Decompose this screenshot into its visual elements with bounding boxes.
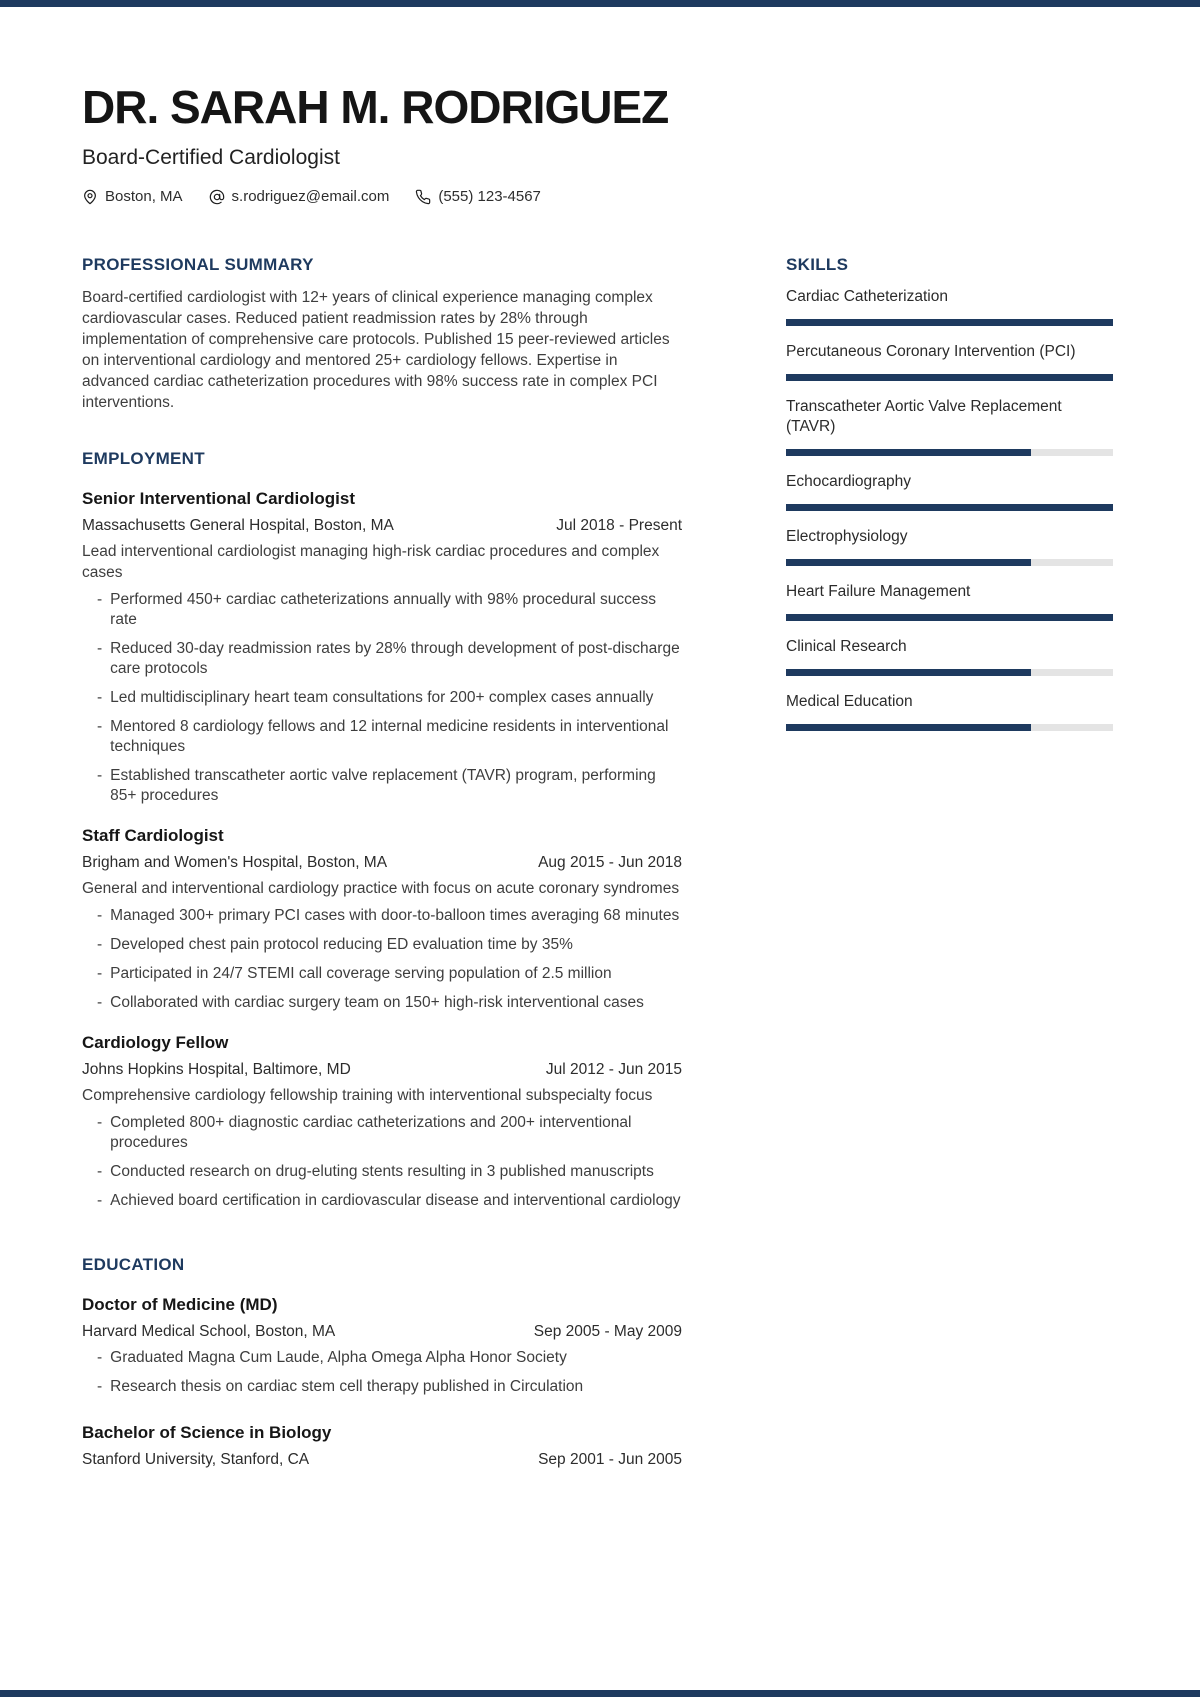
skills-column xyxy=(786,255,1113,747)
bullet-text: Completed 800+ diagnostic cardiac catheterizations and 200+ interventional procedures xyxy=(110,1114,632,1151)
skill-label: Percutaneous Coronary Intervention (PCI) xyxy=(786,343,1076,360)
skill-bar-fill xyxy=(786,449,1031,456)
job-title: Senior Interventional Cardiologist xyxy=(82,489,355,508)
job-org: Brigham and Women's Hospital, Boston, MA xyxy=(82,854,388,871)
job-bullet xyxy=(97,906,682,926)
skills-heading: SKILLS xyxy=(786,255,849,274)
degree-entry xyxy=(82,1423,682,1469)
skill-item xyxy=(786,342,1113,381)
top-accent-bar xyxy=(0,0,1200,7)
person-job-title: Board-Certified Cardiologist xyxy=(82,146,340,169)
contact-phone-text: (555) 123-4567 xyxy=(438,188,541,205)
bullet-text: Collaborated with cardiac surgery team on 150+ high-risk interventional cases xyxy=(110,994,644,1011)
contact-email-text: s.rodriguez@email.com xyxy=(231,188,390,205)
bullet-dash: - xyxy=(97,1163,103,1180)
job-bullet xyxy=(97,1191,682,1211)
degree-dates: Sep 2001 - Jun 2005 xyxy=(538,1451,682,1468)
skill-item xyxy=(786,692,1113,731)
bullet-text: Reduced 30-day readmission rates by 28% through development of post-discharge care protocols xyxy=(110,640,680,677)
bullet-dash: - xyxy=(97,965,103,982)
bullet-dash: - xyxy=(97,1192,103,1209)
degree-entry xyxy=(82,1295,682,1397)
contact-email xyxy=(209,188,390,205)
job-summary: Lead interventional cardiologist managing high-risk cardiac procedures and complex cases xyxy=(82,543,660,581)
skill-bar-fill xyxy=(786,559,1031,566)
skill-bar-fill xyxy=(786,669,1031,676)
resume-header xyxy=(82,0,1113,205)
job-dates: Jul 2018 - Present xyxy=(556,517,682,534)
skill-item xyxy=(786,527,1113,566)
skill-bar-track xyxy=(786,504,1113,511)
skill-bar-track xyxy=(786,374,1113,381)
job-bullet xyxy=(97,964,682,984)
skill-label: Transcatheter Aortic Valve Replacement (TAVR) xyxy=(786,398,1062,435)
skill-bar-track xyxy=(786,319,1113,326)
job-bullet xyxy=(97,639,682,679)
job-entry xyxy=(82,489,682,806)
bullet-dash: - xyxy=(97,936,103,953)
skill-label: Echocardiography xyxy=(786,473,911,490)
degree-bullet xyxy=(97,1377,682,1397)
bullet-text: Developed chest pain protocol reducing ED evaluation time by 35% xyxy=(110,936,573,953)
job-bullet xyxy=(97,717,682,757)
skill-item xyxy=(786,582,1113,621)
bullet-dash: - xyxy=(97,591,103,608)
job-entry xyxy=(82,826,682,1013)
job-dates: Aug 2015 - Jun 2018 xyxy=(538,854,682,871)
degree-dates: Sep 2005 - May 2009 xyxy=(533,1323,682,1340)
employment-heading: EMPLOYMENT xyxy=(82,449,205,468)
bullet-dash: - xyxy=(97,1378,103,1395)
skill-item xyxy=(786,472,1113,511)
bullet-text: Established transcatheter aortic valve replacement (TAVR) program, performing 85+ procedures xyxy=(110,767,656,804)
section-employment xyxy=(82,449,682,1211)
job-org: Massachusetts General Hospital, Boston, MA xyxy=(82,517,394,534)
bullet-text: Research thesis on cardiac stem cell therapy published in Circulation xyxy=(110,1378,584,1395)
job-bullet xyxy=(97,688,682,708)
bullet-dash: - xyxy=(97,767,103,784)
bullet-dash: - xyxy=(97,640,103,657)
skill-bar-track xyxy=(786,724,1113,731)
summary-text: Board-certified cardiologist with 12+ years of clinical experience managing complex cardiovascular cases. Reduced patient readmission rates by 28% through implementation of comprehensive care protocols. Published 15 peer-reviewed articles on interventional cardiology and mentored 25+ cardiology fellows. Expertise in advanced cardiac catheterization procedures with 98% success rate in complex PCI interventions. xyxy=(82,289,670,411)
bullet-text: Mentored 8 cardiology fellows and 12 internal medicine residents in interventional techniques xyxy=(110,718,669,755)
main-column xyxy=(82,255,682,1469)
bullet-dash: - xyxy=(97,994,103,1011)
bullet-text: Managed 300+ primary PCI cases with door-to-balloon times averaging 68 minutes xyxy=(110,907,680,924)
job-org: Johns Hopkins Hospital, Baltimore, MD xyxy=(82,1061,351,1078)
bullet-text: Led multidisciplinary heart team consultations for 200+ complex cases annually xyxy=(110,689,654,706)
job-bullet xyxy=(97,1162,682,1182)
skill-bar-fill xyxy=(786,614,1113,621)
job-bullet xyxy=(97,766,682,806)
summary-heading: PROFESSIONAL SUMMARY xyxy=(82,255,314,274)
bullet-dash: - xyxy=(97,689,103,706)
skill-bar-fill xyxy=(786,504,1113,511)
bullet-dash: - xyxy=(97,718,103,735)
contact-location-text: Boston, MA xyxy=(105,188,183,205)
skill-label: Electrophysiology xyxy=(786,528,908,545)
person-name: DR. SARAH M. RODRIGUEZ xyxy=(82,81,669,133)
skill-bar-fill xyxy=(786,319,1113,326)
job-summary: Comprehensive cardiology fellowship training with interventional subspecialty focus xyxy=(82,1087,653,1104)
skill-item xyxy=(786,287,1113,326)
section-education xyxy=(82,1255,682,1469)
skill-bar-track xyxy=(786,449,1113,456)
education-heading: EDUCATION xyxy=(82,1255,185,1274)
contact-phone xyxy=(415,188,541,205)
skill-label: Clinical Research xyxy=(786,638,907,655)
job-title: Cardiology Fellow xyxy=(82,1033,229,1052)
degree-title: Doctor of Medicine (MD) xyxy=(82,1295,278,1314)
bullet-dash: - xyxy=(97,1349,103,1366)
skill-bar-track xyxy=(786,669,1113,676)
job-dates: Jul 2012 - Jun 2015 xyxy=(545,1061,682,1078)
bullet-text: Participated in 24/7 STEMI call coverage serving population of 2.5 million xyxy=(110,965,612,982)
degree-title: Bachelor of Science in Biology xyxy=(82,1423,332,1442)
phone-icon xyxy=(415,189,431,205)
skill-item xyxy=(786,397,1113,456)
job-bullet xyxy=(97,590,682,630)
bottom-accent-bar xyxy=(0,1690,1200,1697)
skill-bar-track xyxy=(786,614,1113,621)
job-summary: General and interventional cardiology practice with focus on acute coronary syndromes xyxy=(82,880,680,897)
bullet-dash: - xyxy=(97,1114,103,1131)
location-pin-icon xyxy=(82,189,98,205)
skill-label: Medical Education xyxy=(786,693,913,710)
skill-bar-track xyxy=(786,559,1113,566)
bullet-text: Conducted research on drug-eluting stents resulting in 3 published manuscripts xyxy=(110,1163,654,1180)
skill-bar-fill xyxy=(786,374,1113,381)
job-entry xyxy=(82,1033,682,1211)
contact-location xyxy=(82,188,183,205)
section-professional-summary xyxy=(82,255,682,413)
degree-org: Harvard Medical School, Boston, MA xyxy=(82,1323,336,1340)
job-title: Staff Cardiologist xyxy=(82,826,224,845)
job-bullet xyxy=(97,1113,682,1153)
bullet-dash: - xyxy=(97,907,103,924)
bullet-text: Achieved board certification in cardiovascular disease and interventional cardiology xyxy=(110,1192,681,1209)
bullet-text: Performed 450+ cardiac catheterizations annually with 98% procedural success rate xyxy=(110,591,656,628)
at-sign-icon xyxy=(209,189,225,205)
degree-org: Stanford University, Stanford, CA xyxy=(82,1451,310,1468)
contact-row xyxy=(82,188,1113,205)
skill-label: Cardiac Catheterization xyxy=(786,288,948,305)
skill-bar-fill xyxy=(786,724,1031,731)
job-bullet xyxy=(97,993,682,1013)
skill-label: Heart Failure Management xyxy=(786,583,971,600)
skill-item xyxy=(786,637,1113,676)
degree-bullet xyxy=(97,1348,682,1368)
bullet-text: Graduated Magna Cum Laude, Alpha Omega Alpha Honor Society xyxy=(110,1349,567,1366)
job-bullet xyxy=(97,935,682,955)
